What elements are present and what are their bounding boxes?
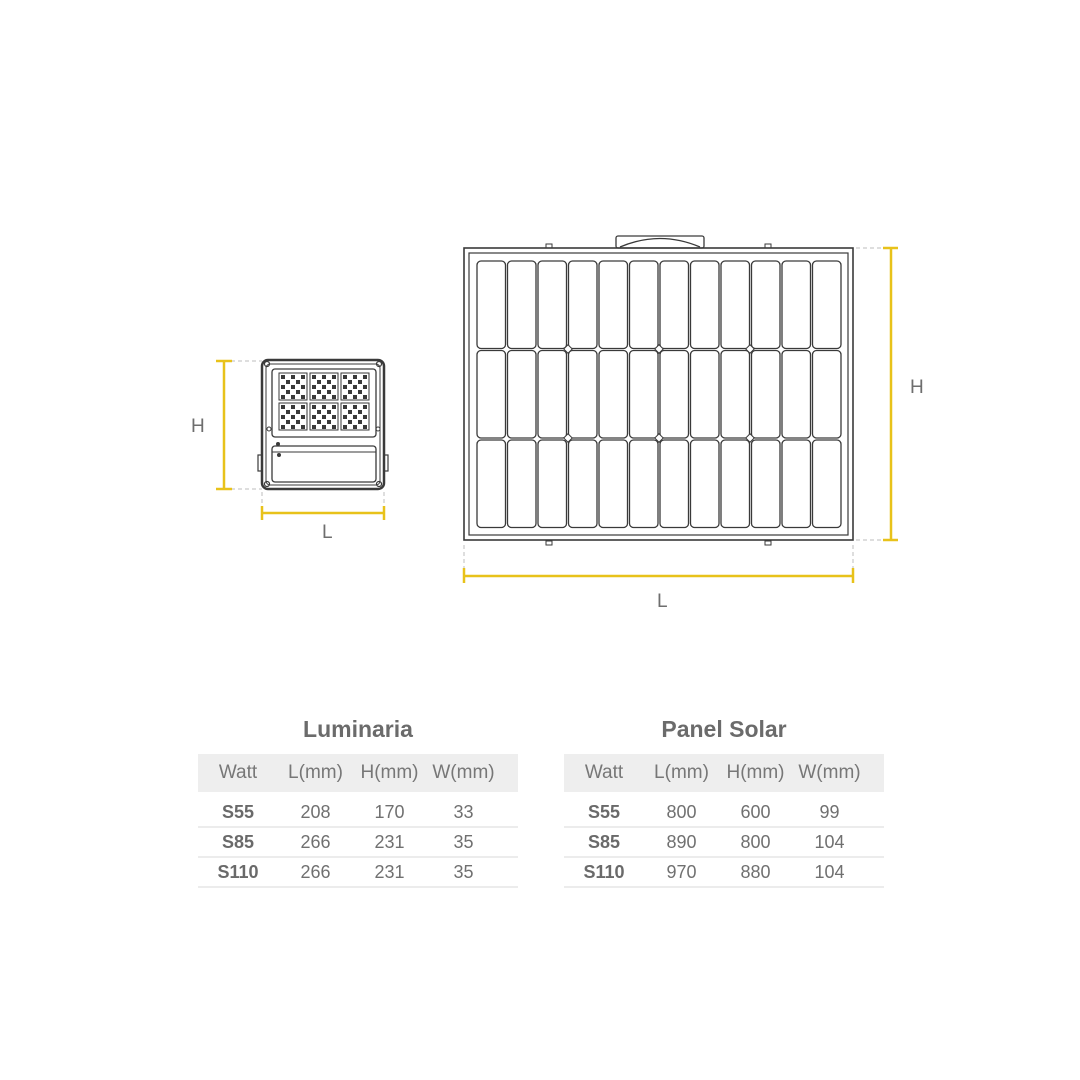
- table-row: [198, 858, 518, 888]
- solar-cell: [752, 351, 781, 439]
- solar-cell: [813, 351, 842, 439]
- solar-cell: [630, 351, 659, 439]
- solar-cell: [782, 261, 811, 349]
- solar-cell: [721, 440, 750, 528]
- led-chip: [353, 395, 357, 399]
- solar-cell: [691, 261, 720, 349]
- solar-cell: [752, 261, 781, 349]
- led-chip: [322, 415, 326, 419]
- solar-cell: [477, 440, 506, 528]
- led-chip: [291, 375, 295, 379]
- led-chip: [332, 415, 336, 419]
- led-chip: [348, 420, 352, 424]
- solar-cell: [721, 351, 750, 439]
- header-height: H(mm): [360, 762, 419, 783]
- cell-height: 231: [374, 831, 405, 852]
- cell-watt: S110: [217, 861, 259, 882]
- led-chip: [291, 415, 295, 419]
- led-chip: [363, 405, 367, 409]
- solar-cell: [752, 440, 781, 528]
- led-chip: [322, 425, 326, 429]
- cell-width: 33: [453, 801, 474, 822]
- luminaria-dimensions: [216, 361, 384, 520]
- cell-connector: [655, 345, 663, 353]
- led-chip: [353, 405, 357, 409]
- table-row: [564, 828, 884, 858]
- led-chip: [358, 390, 362, 394]
- led-chip: [312, 425, 316, 429]
- solar-cell: [599, 440, 628, 528]
- solar-cell: [508, 261, 537, 349]
- cell-length: 266: [300, 861, 331, 882]
- solar-cell: [569, 261, 598, 349]
- led-chip: [286, 410, 290, 414]
- led-chip: [327, 410, 331, 414]
- led-chip: [296, 390, 300, 394]
- solar-cell: [782, 351, 811, 439]
- led-chip: [301, 375, 305, 379]
- panel-table-title: Panel Solar: [661, 716, 787, 742]
- table-header: [198, 754, 518, 792]
- solar-cell: [599, 351, 628, 439]
- led-chip: [322, 405, 326, 409]
- solar-cell: [508, 440, 537, 528]
- header-width: W(mm): [798, 762, 861, 783]
- cell-height: 600: [740, 801, 771, 822]
- led-chip: [301, 425, 305, 429]
- led-chip: [348, 410, 352, 414]
- luminaria-table-title: Luminaria: [303, 716, 413, 742]
- led-chip: [363, 385, 367, 389]
- table-header: [564, 754, 884, 792]
- cell-length: 970: [666, 861, 697, 882]
- led-chip: [317, 420, 321, 424]
- solar-cell: [569, 440, 598, 528]
- led-chip: [332, 405, 336, 409]
- cell-width: 35: [453, 861, 474, 882]
- led-chip: [301, 385, 305, 389]
- solar-cell: [691, 351, 720, 439]
- solar-cell: [538, 440, 567, 528]
- led-chip: [353, 425, 357, 429]
- solar-cell: [782, 440, 811, 528]
- cell-width: 35: [453, 831, 474, 852]
- led-array: [279, 373, 369, 430]
- panel-dimensions: [464, 248, 898, 583]
- led-chip: [348, 380, 352, 384]
- led-chip: [301, 415, 305, 419]
- led-chip: [286, 420, 290, 424]
- solar-cell: [477, 261, 506, 349]
- cell-length: 890: [666, 831, 697, 852]
- led-chip: [291, 425, 295, 429]
- cell-watt: S55: [587, 801, 621, 822]
- panel-height-label: H: [910, 377, 924, 398]
- led-chip: [358, 380, 362, 384]
- led-chip: [327, 380, 331, 384]
- led-chip: [353, 385, 357, 389]
- led-chip: [317, 390, 321, 394]
- led-chip: [343, 405, 347, 409]
- header-length: L(mm): [654, 762, 709, 783]
- header-length: L(mm): [288, 762, 343, 783]
- led-chip: [301, 395, 305, 399]
- led-chip: [296, 420, 300, 424]
- led-chip: [343, 385, 347, 389]
- cell-height: 170: [374, 801, 405, 822]
- led-chip: [301, 405, 305, 409]
- led-chip: [353, 375, 357, 379]
- led-chip: [327, 420, 331, 424]
- led-chip: [358, 420, 362, 424]
- led-chip: [363, 415, 367, 419]
- luminaria-table: [198, 712, 518, 888]
- led-chip: [332, 385, 336, 389]
- cell-watt: S85: [221, 831, 255, 852]
- led-chip: [312, 395, 316, 399]
- led-chip: [343, 395, 347, 399]
- led-chip: [281, 385, 285, 389]
- led-chip: [281, 395, 285, 399]
- cell-watt: S55: [221, 801, 255, 822]
- cell-length: 266: [300, 831, 331, 852]
- panel-length-label: L: [657, 591, 668, 612]
- table-row: [564, 798, 884, 828]
- solar-cell: [721, 261, 750, 349]
- panel-table: [564, 712, 884, 888]
- solar-cell: [538, 261, 567, 349]
- led-chip: [317, 410, 321, 414]
- led-chip: [281, 375, 285, 379]
- cell-width: 99: [819, 801, 840, 822]
- led-chip: [343, 415, 347, 419]
- table-row: [198, 828, 518, 858]
- solar-cell: [630, 440, 659, 528]
- header-watt: Watt: [218, 762, 258, 783]
- cell-height: 800: [740, 831, 771, 852]
- led-chip: [286, 390, 290, 394]
- led-chip: [327, 390, 331, 394]
- solar-panel-drawing: [464, 236, 853, 545]
- led-chip: [312, 405, 316, 409]
- cell-length: 800: [666, 801, 697, 822]
- solar-cell: [477, 351, 506, 439]
- cell-width: 104: [814, 861, 845, 882]
- led-chip: [296, 410, 300, 414]
- header-watt: Watt: [584, 762, 624, 783]
- led-chip: [353, 415, 357, 419]
- solar-cell: [599, 261, 628, 349]
- solar-cell: [569, 351, 598, 439]
- led-chip: [291, 395, 295, 399]
- solar-cell: [508, 351, 537, 439]
- solar-cell: [538, 351, 567, 439]
- led-chip: [322, 385, 326, 389]
- led-chip: [291, 405, 295, 409]
- solar-cells: [477, 261, 841, 528]
- header-width: W(mm): [432, 762, 495, 783]
- solar-cell: [660, 440, 689, 528]
- solar-cell: [660, 261, 689, 349]
- solar-cell: [691, 440, 720, 528]
- led-chip: [343, 425, 347, 429]
- solar-cell: [813, 440, 842, 528]
- led-chip: [363, 425, 367, 429]
- led-chip: [312, 375, 316, 379]
- led-chip: [332, 395, 336, 399]
- led-chip: [363, 375, 367, 379]
- led-chip: [312, 415, 316, 419]
- led-chip: [291, 385, 295, 389]
- table-row: [198, 798, 518, 828]
- led-chip: [281, 405, 285, 409]
- solar-cell: [660, 351, 689, 439]
- cell-length: 208: [300, 801, 331, 822]
- led-chip: [312, 385, 316, 389]
- cell-height: 231: [374, 861, 405, 882]
- led-chip: [296, 380, 300, 384]
- cell-watt: S85: [587, 831, 621, 852]
- cell-height: 880: [740, 861, 771, 882]
- led-chip: [363, 395, 367, 399]
- led-chip: [286, 380, 290, 384]
- led-chip: [332, 375, 336, 379]
- led-chip: [332, 425, 336, 429]
- luminaria-length-label: L: [322, 522, 333, 543]
- led-chip: [358, 410, 362, 414]
- cell-watt: S110: [583, 861, 625, 882]
- luminaria-drawing: [258, 360, 388, 489]
- solar-cell: [813, 261, 842, 349]
- luminaria-height-label: H: [191, 416, 205, 437]
- led-chip: [343, 375, 347, 379]
- led-chip: [317, 380, 321, 384]
- cell-width: 104: [814, 831, 845, 852]
- solar-cell: [630, 261, 659, 349]
- led-chip: [322, 375, 326, 379]
- led-chip: [322, 395, 326, 399]
- led-chip: [281, 425, 285, 429]
- table-row: [564, 858, 884, 888]
- led-chip: [348, 390, 352, 394]
- header-height: H(mm): [726, 762, 785, 783]
- led-chip: [281, 415, 285, 419]
